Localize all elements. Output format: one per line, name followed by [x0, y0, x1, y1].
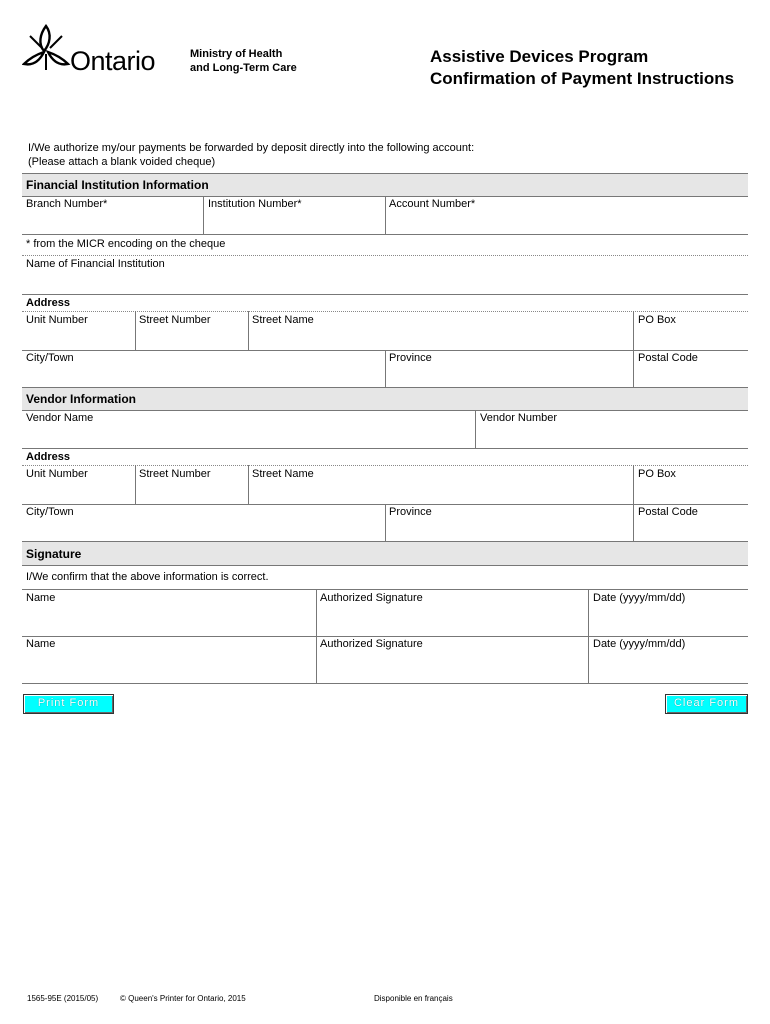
- fi-city-label: City/Town: [26, 352, 74, 364]
- vendor-po-box-label: PO Box: [638, 468, 676, 480]
- fi-unit-number-label: Unit Number: [26, 314, 88, 326]
- ontario-logo: [22, 24, 172, 76]
- fi-province-label: Province: [389, 352, 432, 364]
- vendor-province-label: Province: [389, 506, 432, 518]
- name-1-label: Name: [26, 592, 56, 604]
- vendor-postal-code-label: Postal Code: [638, 506, 698, 518]
- vendor-name-label: Vendor Name: [26, 412, 94, 424]
- name-2-label: Name: [26, 638, 56, 650]
- date-1-label: Date (yyyy/mm/dd): [593, 592, 686, 604]
- authorized-signature-2-input[interactable]: [319, 656, 587, 680]
- ministry-name: Ministry of Health and Long-Term Care: [190, 48, 297, 74]
- copyright: © Queen's Printer for Ontario, 2015: [120, 994, 246, 1003]
- fi-unit-number-input[interactable]: [24, 330, 136, 350]
- branch-number-label: Branch Number*: [26, 198, 108, 210]
- branch-number-input[interactable]: [24, 214, 204, 234]
- vendor-address-heading: Address: [26, 451, 71, 463]
- clear-form-button[interactable]: Clear Form: [665, 694, 748, 714]
- fi-province-input[interactable]: [388, 368, 634, 388]
- vendor-postal-code-input[interactable]: [636, 522, 748, 542]
- logo-wordmark: Ontario: [70, 46, 156, 76]
- fi-street-number-input[interactable]: [138, 330, 248, 350]
- name-1-input[interactable]: [24, 610, 316, 634]
- page-title: Assistive Devices Program Confirmation of Payment Instructions: [430, 47, 735, 88]
- account-number-label: Account Number*: [389, 198, 476, 210]
- financial-section-heading: Financial Institution Information: [22, 173, 748, 197]
- authorized-signature-2-label: Authorized Signature: [320, 638, 423, 650]
- print-form-button[interactable]: Print Form: [23, 694, 114, 714]
- vendor-unit-number-label: Unit Number: [26, 468, 88, 480]
- date-1-input[interactable]: [591, 610, 748, 634]
- trillium-icon: [22, 24, 72, 76]
- french-availability: Disponible en français: [374, 994, 453, 1003]
- vendor-po-box-input[interactable]: [636, 484, 748, 504]
- vendor-number-input[interactable]: [478, 428, 748, 448]
- vendor-number-label: Vendor Number: [480, 412, 558, 424]
- vendor-street-name-label: Street Name: [252, 468, 314, 480]
- name-2-input[interactable]: [24, 656, 316, 680]
- fi-street-name-input[interactable]: [251, 330, 633, 350]
- signature-section-heading: Signature: [22, 541, 748, 566]
- fi-postal-code-label: Postal Code: [638, 352, 698, 364]
- vendor-province-input[interactable]: [388, 522, 634, 542]
- fi-po-box-label: PO Box: [638, 314, 676, 326]
- fi-street-number-label: Street Number: [139, 314, 211, 326]
- authorized-signature-1-label: Authorized Signature: [320, 592, 423, 604]
- vendor-street-name-input[interactable]: [251, 484, 633, 504]
- financial-institution-name-label: Name of Financial Institution: [26, 258, 165, 270]
- date-2-label: Date (yyyy/mm/dd): [593, 638, 686, 650]
- intro-text: I/We authorize my/our payments be forwarded by deposit directly into the following account: (Please attach a blank voided cheque): [28, 142, 475, 168]
- vendor-name-input[interactable]: [24, 428, 474, 448]
- form-number: 1565-95E (2015/05): [27, 994, 99, 1003]
- fi-po-box-input[interactable]: [636, 330, 748, 350]
- account-number-input[interactable]: [388, 214, 748, 234]
- vendor-street-number-label: Street Number: [139, 468, 211, 480]
- fi-street-name-label: Street Name: [252, 314, 314, 326]
- fi-city-input[interactable]: [24, 368, 384, 388]
- micr-note: * from the MICR encoding on the cheque: [26, 238, 226, 250]
- vendor-city-label: City/Town: [26, 506, 74, 518]
- vendor-street-number-input[interactable]: [138, 484, 248, 504]
- fi-postal-code-input[interactable]: [636, 368, 748, 388]
- confirm-text: I/We confirm that the above information is correct.: [26, 571, 269, 583]
- vendor-unit-number-input[interactable]: [24, 484, 136, 504]
- date-2-input[interactable]: [591, 656, 748, 680]
- institution-number-input[interactable]: [206, 214, 386, 234]
- financial-institution-name-input[interactable]: [24, 274, 748, 294]
- authorized-signature-1-input[interactable]: [319, 610, 587, 634]
- vendor-section-heading: Vendor Information: [22, 387, 748, 411]
- institution-number-label: Institution Number*: [208, 198, 302, 210]
- fi-address-heading: Address: [26, 297, 71, 309]
- vendor-city-input[interactable]: [24, 522, 384, 542]
